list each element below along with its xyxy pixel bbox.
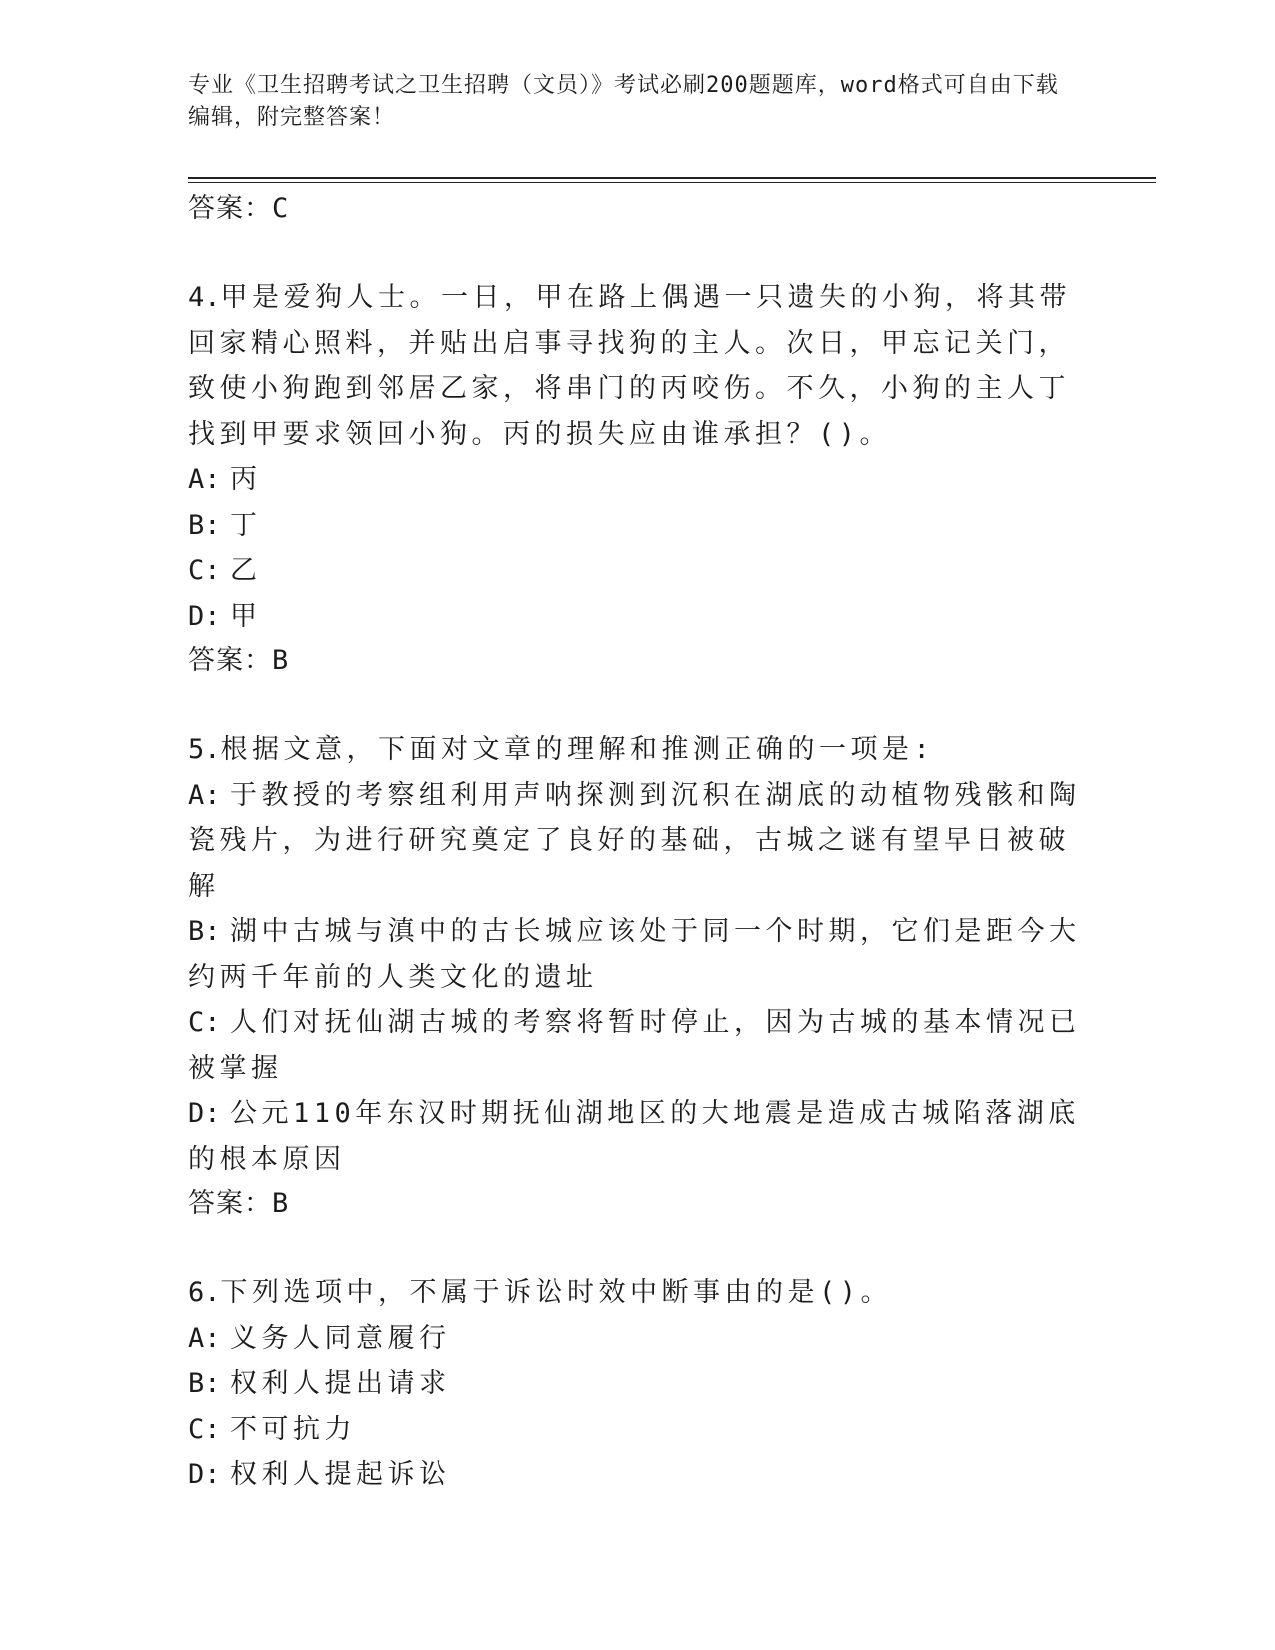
option-item: [188, 909, 1088, 1000]
option-label: C:: [188, 1007, 221, 1038]
question-text: 甲是爱狗人士。一日，甲在路上偶遇一只遗失的小狗，将其带回家精心照料，并贴出启事寻找狗的主人。次日，甲忘记关门，致使小狗跑到邻居乙家，将串门的丙咬伤。不久，小狗的主人丁找到甲要求领回小狗。丙的损失应由谁承担？()。: [188, 282, 1072, 450]
option-label: D:: [188, 1098, 221, 1129]
option-item: [188, 1452, 1088, 1498]
question-stem: [188, 275, 1088, 457]
option-item: [188, 1316, 1088, 1362]
option-label: A:: [188, 464, 221, 495]
option-text: 公元110年东汉时期抚仙湖地区的大地震是造成古城陷落湖底的根本原因: [188, 1098, 1080, 1175]
option-item: [188, 1000, 1088, 1091]
question-number: 6.: [188, 1277, 221, 1308]
option-item: [188, 457, 1088, 503]
document-body: [188, 187, 1088, 1498]
option-text: 乙: [230, 555, 262, 586]
option-text: 人们对抚仙湖古城的考察将暂时停止，因为古城的基本情况已被掌握: [188, 1007, 1081, 1084]
option-text: 权利人提起诉讼: [230, 1459, 451, 1490]
question-block: [188, 1270, 1088, 1498]
answer-line: 答案：C: [188, 193, 290, 224]
option-item: [188, 503, 1088, 549]
option-item: [188, 1361, 1088, 1407]
option-item: [188, 773, 1088, 910]
header-rule-thin: [188, 182, 1156, 183]
option-label: B:: [188, 1368, 221, 1399]
option-label: C:: [188, 1413, 221, 1445]
option-label: A:: [188, 779, 221, 811]
option-label: B:: [188, 916, 221, 947]
question-number: 4.: [188, 282, 221, 313]
option-label: D:: [188, 1459, 221, 1490]
option-item: [188, 1091, 1088, 1182]
option-label: C:: [188, 555, 221, 586]
question-list: [188, 275, 1088, 1498]
question-stem: [188, 727, 1088, 773]
answer-line: 答案：B: [188, 645, 290, 676]
option-item: [188, 594, 1088, 640]
option-text: 甲: [230, 600, 262, 632]
option-text: 权利人提出请求: [230, 1368, 451, 1399]
option-text: 丁: [230, 509, 262, 541]
question-text: 根据文意，下面对文章的理解和推测正确的一项是:: [220, 734, 935, 765]
option-label: B:: [188, 509, 221, 541]
option-text: 不可抗力: [230, 1413, 356, 1445]
answer-line: 答案：B: [188, 1188, 290, 1219]
option-item: [188, 548, 1088, 594]
option-text: 于教授的考察组利用声呐探测到沉积在湖底的动植物残骸和陶瓷残片，为进行研究奠定了良好的基础，古城之谜有望早日被破解: [188, 779, 1081, 902]
question-number: 5.: [188, 734, 221, 765]
question-text: 下列选项中，不属于诉讼时效中断事由的是()。: [220, 1277, 893, 1308]
option-text: 丙: [230, 464, 262, 495]
option-item: [188, 1407, 1088, 1453]
question-block: [188, 727, 1088, 1226]
option-text: 义务人同意履行: [230, 1322, 451, 1354]
option-label: D:: [188, 600, 221, 632]
question-stem: [188, 1270, 1088, 1316]
option-label: A:: [188, 1322, 221, 1354]
header-rule-thick: [188, 177, 1156, 179]
question-block: [188, 275, 1088, 683]
option-text: 湖中古城与滇中的古长城应该处于同一个时期，它们是距今大约两千年前的人类文化的遗址: [188, 916, 1081, 993]
document-header: 专业《卫生招聘考试之卫生招聘（文员）》考试必刷200题题库，word格式可自由下载编辑，附完整答案！: [188, 73, 1059, 130]
